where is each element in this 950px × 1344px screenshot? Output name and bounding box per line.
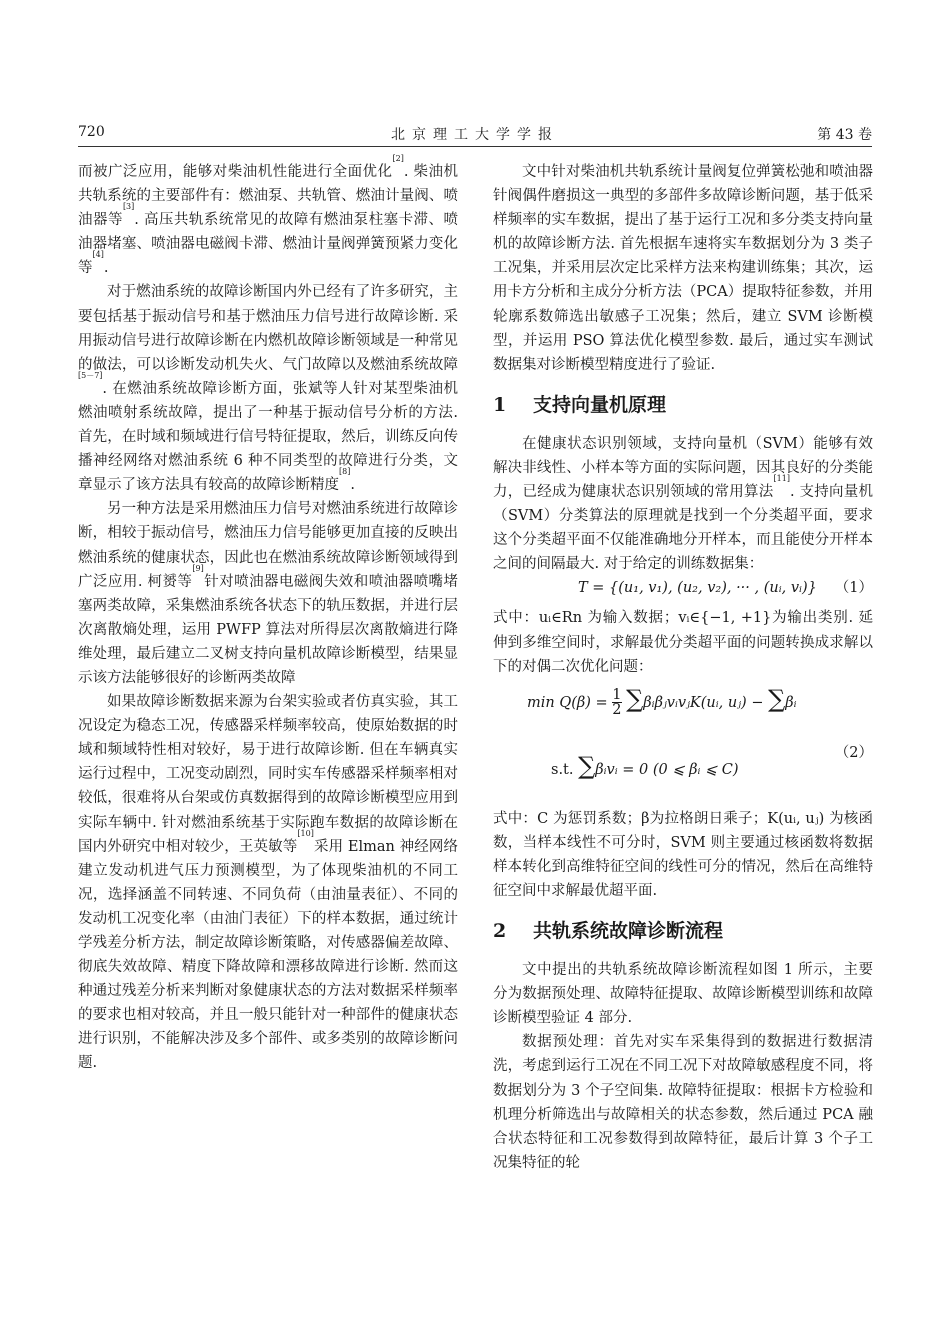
paragraph: 文中提出的共轨系统故障诊断流程如图 1 所示，主要分为数据预处理、故障特征提取、故障诊断模型训练和故障诊断模型验证 4 部分. [493,962,873,1027]
summation-symbol: ∑ [626,684,644,713]
citation[interactable]: [9] [192,563,204,573]
paragraph: 文中针对柴油机共轨系统计量阀复位弹簧松弛和喷油器针阀偶件磨损这一典型的多部件多故障诊断问题，基于低采样频率的实车数据，提出了基于运行工况和多分类支持向量机的故障诊断方法. 首先根据车速将实车数据划分为 3 类子工况集，并采用层次定比采样方法来构建训练集；其次，运用卡方分析和主成分分析方法（PCA）提取特征参数，并用轮廓系数筛选出敏感子工况集；然后，建立 SVM 诊断模型，并运用 PSO 算法优化模型参数. 最后，通过实车测试数据集对诊断模型精度进行了验证. [493,164,873,373]
summation-symbol: ∑ [768,684,786,713]
journal-name: 北京理工大学学报 [391,127,559,143]
left-column [78,154,459,1076]
citation[interactable]: [5－7] [78,370,103,380]
paragraph: 对于燃油系统的故障诊断国内外已经有了许多研究，主要包括基于振动信号和基于燃油压力信号进行故障诊断. 采用振动信号进行故障诊断在内燃机故障诊断领域是一种常见的做法，可以诊断发动机失火、气门故障以及燃油系统故障[5－7]. 在燃油系统故障诊断方面，张斌等人针对某型柴油机燃油喷射系统故障，提出了一种基于振动信号分析的方法. 首先，在时域和频域进行信号特征提取，然后，训练反向传播神经网络对燃油系统 6 种不同类型的故障进行分类，文章显示了该方法具有较高的故障诊断精度[8]. [78,284,458,494]
paragraph: 在健康状态识别领域，支持向量机（SVM）能够有效解决非线性、小样本等方面的实际问题，因其良好的分类能力，已经成为健康状态识别领域的常用算法[11]. 支持向量机（SVM）分类算法的原理就是找到一个分类超平面，要求这个分类超平面不仅能准确地分开样本，而且能使分开样本之间的间隔最大. 对于给定的训练数据集： [493,435,874,573]
volume-label: 第 43 卷 [817,127,872,143]
equation-2: min Q(β) = $\frac{1}{2}$ ∑βᵢβⱼvᵢvⱼK(uᵢ, uⱼ) − ∑βᵢ s.t. ∑βᵢvᵢ = 0 (0 ⩽ βᵢ ⩽ C) （2） [527,684,873,780]
paragraph: 而被广泛应用，能够对柴油机性能进行全面优化[2]. 柴油机共轨系统的主要部件有：燃油泵、共轨管、燃油计量阀、喷油器等[3]. 高压共轨系统常见的故障有燃油泵柱塞卡滞、喷油器堵塞、喷油器电磁阀卡滞、燃油计量阀弹簧预紧力变化等[4]. [78,154,459,277]
citation[interactable]: [2] [392,154,404,163]
citation[interactable]: [10] [297,828,314,838]
paragraph: 如果故障诊断数据来源为台架实验或者仿真实验，其工况设定为稳态工况，传感器采样频率较高，使原始数据的时域和频域特性相对较好，易于进行故障诊断. 但在车辆真实运行过程中，工况变动剧烈，同时实车传感器采样频率相对较低，很难将从台架或仿真数据得到的故障诊断模型应用到实际车辆中. 针对燃油系统基于实际跑车数据的故障诊断在国内外研究中相对较少，王英敏等[10]采用 Elman 神经网络建立发动机进气压力预测模型，为了体现柴油机的不同工况，选择涵盖不同转速、不同负荷（由油量表征）、不同的发动机工况变化率（由油门表征）下的样本数据，通过统计学残差分析方法，制定故障诊断策略，对传感器偏差故障、彻底失效故障、精度下降故障和漂移故障进行诊断. 然而这种通过残差分析来判断对象健康状态的方法对数据采样频率的要求也相对较高，并且一般只能针对一种部件的健康状态进行识别，不能解决涉及多个部件、或多类别的故障诊断问题. [78,694,458,1072]
paragraph: 另一种方法是采用燃油压力信号对燃油系统进行故障诊断，相较于振动信号，燃油压力信号能够更加直接的反映出燃油系统的健康状态，因此也在燃油系统故障诊断领域得到广泛应用. 柯赟等[9]针对喷油器电磁阀失效和喷油器喷嘴堵塞两类故障，采集燃油系统各状态下的轨压数据，并进行层次离散熵处理，运用 PWFP 算法对所得层次离散熵进行降维处理，最后建立二叉树支持向量机故障诊断模型，结果显示该方法能够很好的诊断两类故障 [78,501,459,686]
section-heading: 2 共轨系统故障诊断流程 [493,920,724,943]
page-number: 720 [78,124,105,140]
citation[interactable]: [11] [773,474,790,484]
summation-symbol: ∑ [578,751,596,780]
equation-number: （2） [834,744,873,761]
equation-1: T = {(u₁, v₁), (u₂, v₂), ··· , (uᵢ, vᵢ)} （1） [493,576,873,606]
paragraph: 数据预处理：首先对实车采集得到的数据进行数据清洗，考虑到运行工况在不同工况下对故障敏感程度不同，将数据划分为 3 个子空间集. 故障特征提取：根据卡方检验和机理分析筛选出与故障相关的状态参数，然后通过 PCA 融合状态特征和工况参数得到故障特征，最后计算 3 个子工况集特征的轮 [493,1034,873,1171]
citation[interactable]: [4] [92,250,104,260]
citation[interactable]: [3] [122,202,135,212]
right-column [493,160,873,1175]
fraction: $\frac{1}{2}$ [612,687,622,719]
paragraph: 式中：C 为惩罚系数；β为拉格朗日乘子；K(uᵢ, uⱼ) 为核函数，当样本线性不可分时，SVM 则主要通过核函数将数据样本转化到高维特征空间的线性可分的情况，然后在高维特征空间中求解最优超平面. [493,810,873,899]
header-rule [78,146,872,147]
section-heading: 1 支持向量机原理 [493,393,667,416]
citation[interactable]: [8] [339,467,351,477]
running-header [78,124,872,146]
paragraph: 式中：uᵢ∈Rn 为输入数据；vᵢ∈{−1, +1}为输出类别. 延伸到多维空间时，求解最优分类超平面的问题转换成求解以下的对偶二次优化问题： [493,610,873,675]
equation-number: （1） [834,580,873,597]
